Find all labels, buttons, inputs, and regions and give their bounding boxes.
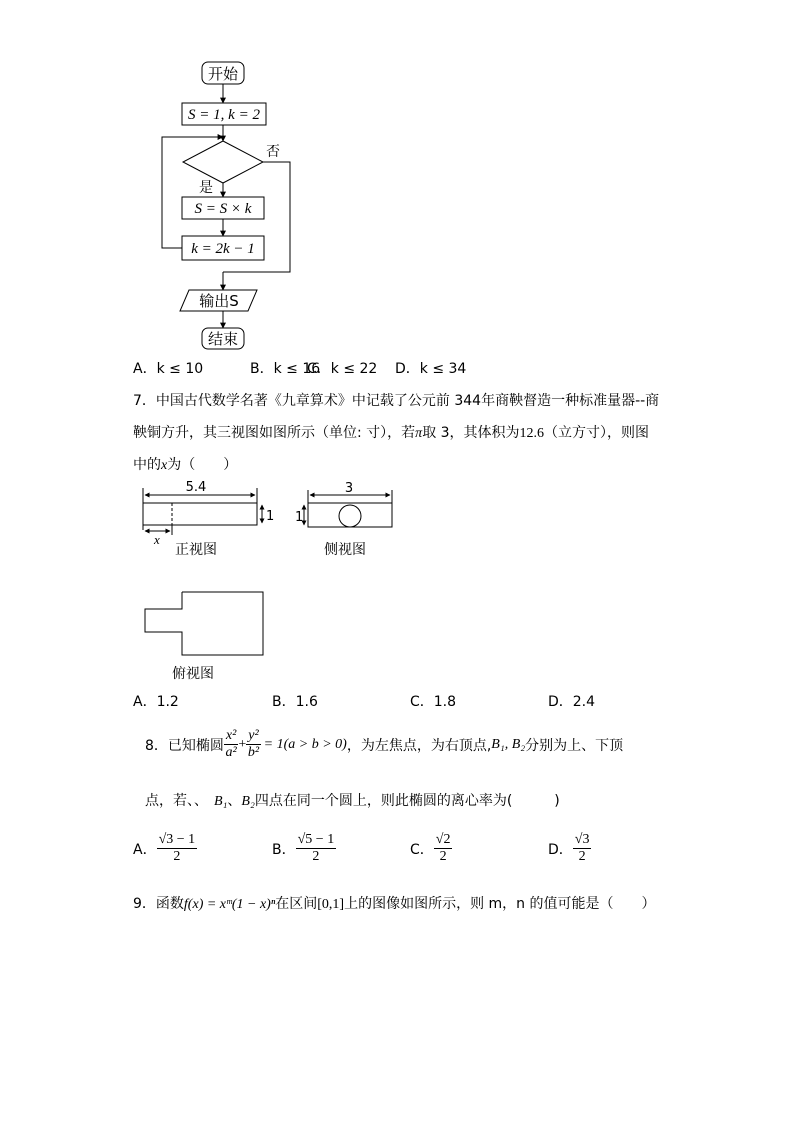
q8-option-c[interactable] (410, 832, 452, 865)
q8-prefix: 8．已知椭圆 (145, 737, 224, 754)
q7-line3a: 中的 (133, 457, 161, 473)
q8-option-a[interactable] (133, 832, 197, 865)
q8-cond: = 1(a > b > 0) (263, 736, 347, 752)
q8-frac-y (246, 728, 260, 761)
q8-b-num: √5 − 1 (297, 832, 335, 847)
q9-prefix: 9．函数 (133, 896, 184, 912)
q8-a-num: √3 − 1 (158, 832, 196, 847)
q8-d-label: D． (548, 841, 573, 858)
q7-line2a: 鞅铜方升，其三视图如图所示（单位: 寸），若 (133, 425, 416, 441)
flow-condition-diamond (183, 141, 263, 183)
q7-volume: 12.6 (519, 426, 545, 441)
front-length-label: 5.4 (185, 480, 207, 495)
side-height-label: 1 (295, 510, 304, 525)
q8-frac-x (224, 728, 238, 761)
q8-option-d[interactable] (548, 832, 591, 865)
q9-tail: 上的图像如图所示，则 m，n 的值可能是（ ） (344, 896, 656, 912)
q8-line2e: 四点在同一个圆上，则此椭圆的离心率为( ) (254, 793, 560, 809)
top-view-shape (145, 592, 263, 655)
q6-option-c[interactable]: C．k ≤ 22 (307, 361, 378, 377)
flowchart (0, 0, 794, 360)
top-view-caption: 俯视图 (172, 666, 214, 682)
front-view-rect (143, 503, 257, 525)
q7-line2c: （立方寸），则图 (544, 425, 650, 441)
q9-line (133, 893, 656, 913)
flow-no-label: 否 (266, 144, 280, 160)
q9-mid: 在区间 (275, 896, 318, 912)
side-view-circle (339, 505, 361, 527)
q7-option-d[interactable]: D．2.4 (548, 694, 596, 710)
side-view-rect (308, 503, 392, 527)
q7-option-a[interactable]: A．1.2 (133, 694, 179, 710)
q6-option-d[interactable]: D．k ≤ 34 (395, 361, 467, 377)
q8-line2b: B₁ (214, 794, 228, 809)
q8-mid: ，为左焦点，为右顶点, (346, 737, 492, 754)
front-height-label: 1 (266, 509, 275, 524)
flow-end-text: 结束 (207, 330, 239, 348)
q8-line2c: 、 (227, 793, 242, 809)
q8-x2: x² (225, 728, 237, 743)
flow-output-text: 输出S (199, 292, 239, 310)
q8-plus: + (238, 736, 247, 752)
q8-a-den: 2 (173, 849, 181, 864)
q8-line2 (145, 790, 560, 810)
q8-line1 (145, 728, 623, 761)
q8-d-den: 2 (578, 849, 586, 864)
side-length-label: 3 (344, 481, 354, 496)
q7-option-b[interactable]: B．1.6 (272, 694, 318, 710)
q9-interval: [0,1] (317, 897, 345, 912)
q8-b1b2: B₁, B₂ (491, 736, 526, 752)
q6-option-b[interactable]: B．k ≤ 16 (250, 361, 321, 377)
q8-b2: b² (247, 745, 260, 760)
q8-option-b[interactable] (272, 832, 336, 865)
q8-y2: y² (248, 728, 259, 743)
q8-b-den: 2 (312, 849, 320, 864)
q7-option-c[interactable]: C．1.8 (410, 694, 457, 710)
q8-b-label: B． (272, 841, 296, 858)
q8-tail: 分别为上、下顶 (525, 737, 624, 754)
flow-step1-text: S = S × k (194, 201, 252, 217)
q8-c-den: 2 (439, 849, 447, 864)
q6-option-a[interactable]: A．k ≤ 10 (133, 361, 204, 377)
q7-var-x: x (161, 458, 168, 473)
front-view-caption: 正视图 (175, 542, 217, 558)
q7-line3b: 为（ ） (167, 457, 238, 473)
three-view-figure (0, 475, 794, 685)
flow-start-text: 开始 (207, 65, 239, 83)
q8-line2d: B₂ (241, 794, 255, 809)
q8-d-num: √3 (574, 832, 590, 847)
q8-a2: a² (225, 745, 237, 760)
q9-func: f(x) = xᵐ(1 − x)ⁿ (183, 897, 276, 912)
side-view-caption: 侧视图 (324, 542, 366, 558)
q8-c-label: C． (410, 841, 434, 858)
front-x-label: x (154, 532, 160, 547)
q7-line2 (133, 422, 649, 442)
q8-c-num: √2 (435, 832, 451, 847)
q8-a-label: A． (133, 841, 157, 858)
q8-line2a: 点，若、、 (145, 793, 208, 809)
q7-pi: π (415, 426, 423, 441)
flow-step2-text: k = 2k − 1 (191, 241, 255, 257)
q7-line3 (133, 454, 237, 474)
q7-line1: 7．中国古代数学名著《九章算术》中记载了公元前 344年商鞅督造一种标准量器--商 (133, 393, 660, 409)
q7-line2b: 取 3，其体积为 (422, 425, 520, 441)
flow-init-text: S = 1, k = 2 (188, 107, 260, 123)
flow-yes-label: 是 (199, 180, 213, 196)
